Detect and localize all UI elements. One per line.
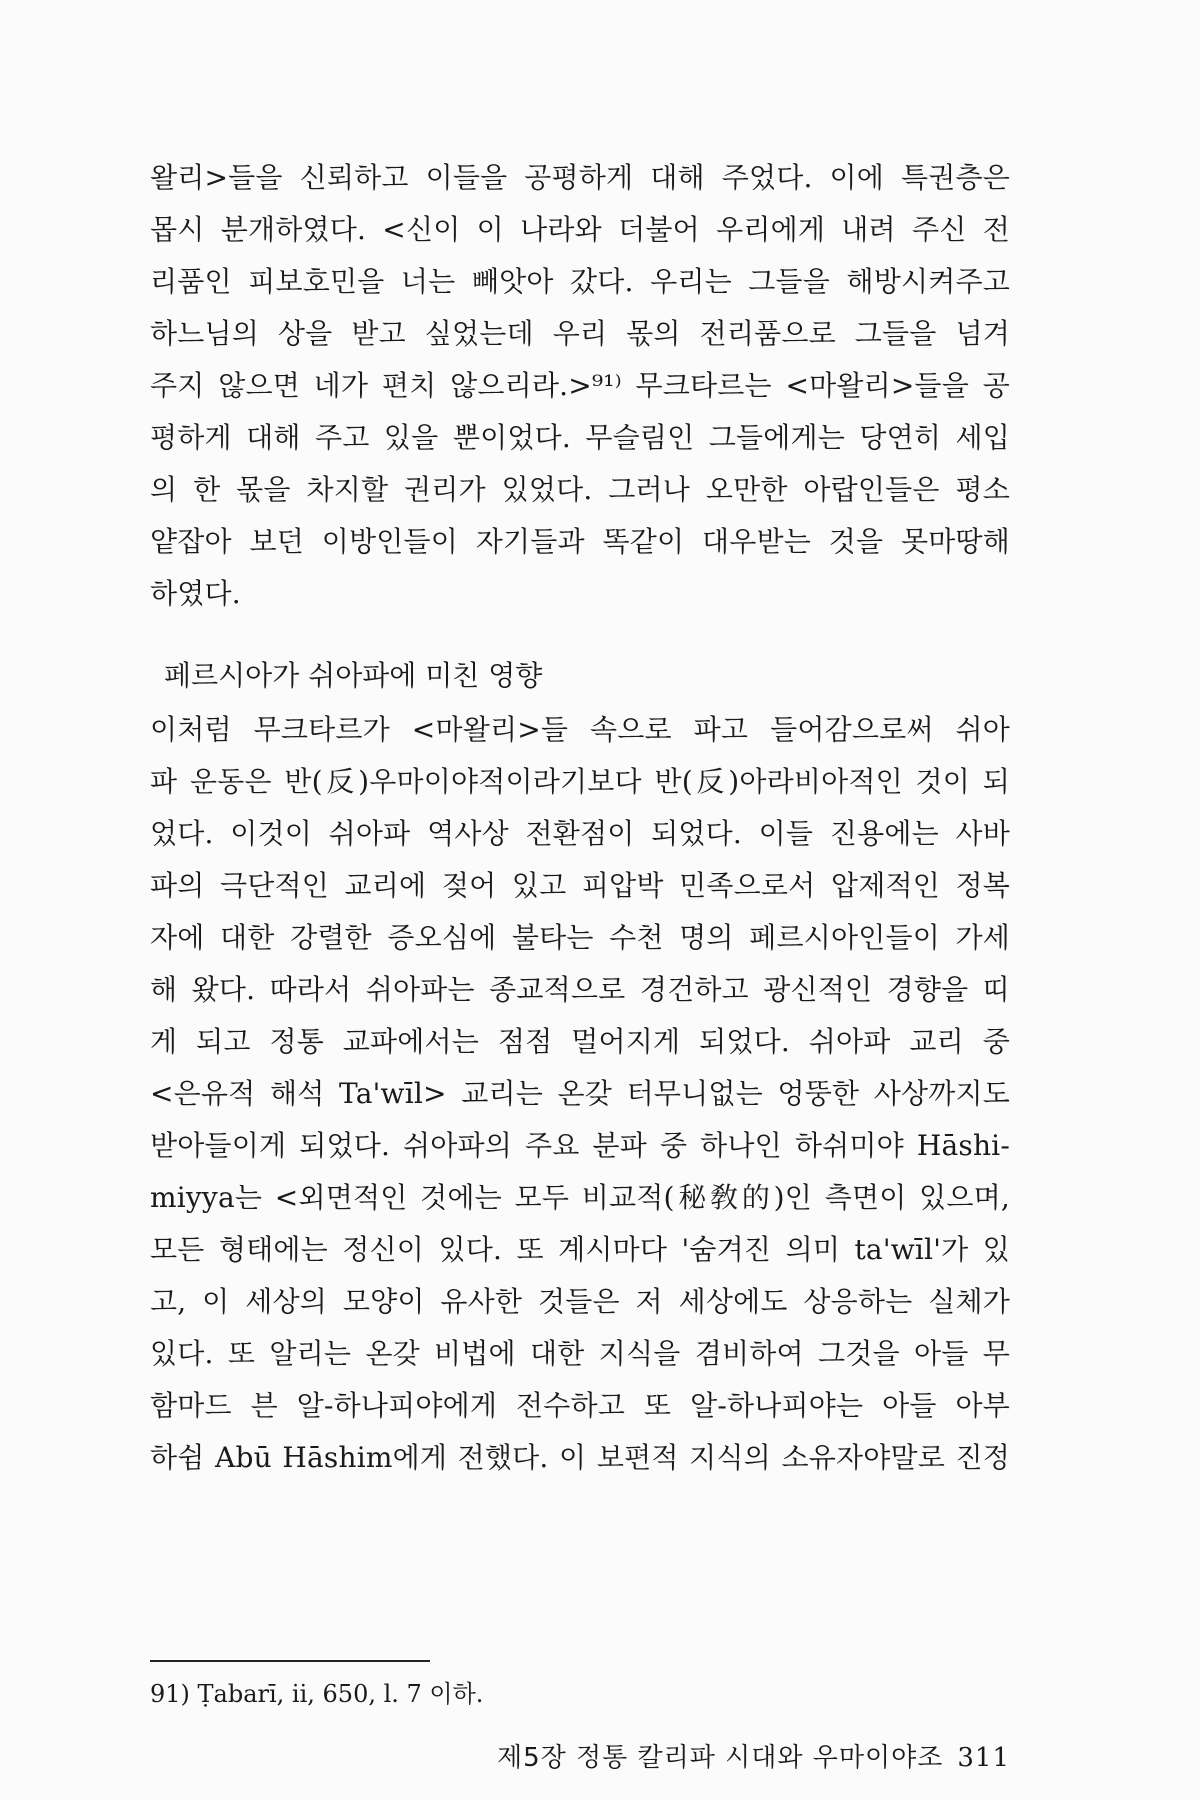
text-line: 고, 이 세상의 모양이 유사한 것들은 저 세상에도 상응하는 실체가 <box>150 1285 1010 1318</box>
text-line: 있다. 또 알리는 온갖 비법에 대한 지식을 겸비하여 그것을 아들 무 <box>150 1337 1010 1370</box>
text-line: 리품인 피보호민을 너는 빼앗아 갔다. 우리는 그들을 해방시켜주고 <box>150 265 1010 298</box>
chapter-title: 제5장 정통 칼리파 시대와 우마이야조 <box>497 1743 944 1773</box>
text-line: 하느님의 상을 받고 싶었는데 우리 몫의 전리품으로 그들을 넘겨 <box>150 317 1010 350</box>
text-line: 모든 형태에는 정신이 있다. 또 계시마다 '숨겨진 의미 ta'wīl'가 있 <box>150 1233 1010 1266</box>
text-line: 었다. 이것이 쉬아파 역사상 전환점이 되었다. 이들 진용에는 사바 <box>150 817 1010 850</box>
running-footer <box>497 1738 1010 1778</box>
text-line: 함마드 븐 알-하나피야에게 전수하고 또 알-하나피야는 아들 아부 <box>150 1389 1010 1422</box>
footnote: 91) Ṭabarī, ii, 650, l. 7 이하. <box>150 1680 484 1708</box>
text-line: miyya는 <외면적인 것에는 모두 비교적(秘敎的)인 측면이 있으며, <box>150 1181 1010 1214</box>
text-line: 주지 않으면 네가 편치 않으리라.>⁹¹⁾ 무크타르는 <마왈리>들을 공 <box>150 369 1010 402</box>
text-line: 평하게 대해 주고 있을 뿐이었다. 무슬림인 그들에게는 당연히 세입 <box>150 421 1010 454</box>
text-line: 의 한 몫을 차지할 권리가 있었다. 그러나 오만한 아랍인들은 평소 <box>150 473 1010 506</box>
text-line: 하쉼 Abū Hāshim에게 전했다. 이 보편적 지식의 소유자야말로 진정 <box>150 1441 1010 1474</box>
text-line: 자에 대한 강렬한 증오심에 불타는 수천 명의 페르시아인들이 가세 <box>150 921 1010 954</box>
body-paragraph-2 <box>150 704 1010 1484</box>
text-line: 하였다. <box>150 577 241 610</box>
footnote-divider <box>150 1660 430 1662</box>
section-heading: 페르시아가 쉬아파에 미친 영향 <box>164 659 543 692</box>
text-line: 파 운동은 반(反)우마이야적이라기보다 반(反)아라비아적인 것이 되 <box>150 765 1010 798</box>
text-line: 받아들이게 되었다. 쉬아파의 주요 분파 중 하나인 하쉬미야 Hāshi- <box>150 1129 1010 1162</box>
text-line: 얕잡아 보던 이방인들이 자기들과 똑같이 대우받는 것을 못마땅해 <box>150 525 1010 558</box>
text-line: 이처럼 무크타르가 <마왈리>들 속으로 파고 들어감으로써 쉬아 <box>150 713 1010 746</box>
text-line: 게 되고 정통 교파에서는 점점 멀어지게 되었다. 쉬아파 교리 중 <box>150 1025 1010 1058</box>
text-line: 왈리>들을 신뢰하고 이들을 공평하게 대해 주었다. 이에 특권층은 <box>150 161 1010 194</box>
body-paragraph-1 <box>150 152 1010 620</box>
text-line: 몹시 분개하였다. <신이 이 나라와 더불어 우리에게 내려 주신 전 <box>150 213 1010 246</box>
page-number: 311 <box>957 1743 1010 1773</box>
text-line: 해 왔다. 따라서 쉬아파는 종교적으로 경건하고 광신적인 경향을 띠 <box>150 973 1010 1006</box>
text-line: 파의 극단적인 교리에 젖어 있고 피압박 민족으로서 압제적인 정복 <box>150 869 1010 902</box>
text-line: <은유적 해석 Ta'wīl> 교리는 온갖 터무니없는 엉뚱한 사상까지도 <box>150 1077 1010 1110</box>
